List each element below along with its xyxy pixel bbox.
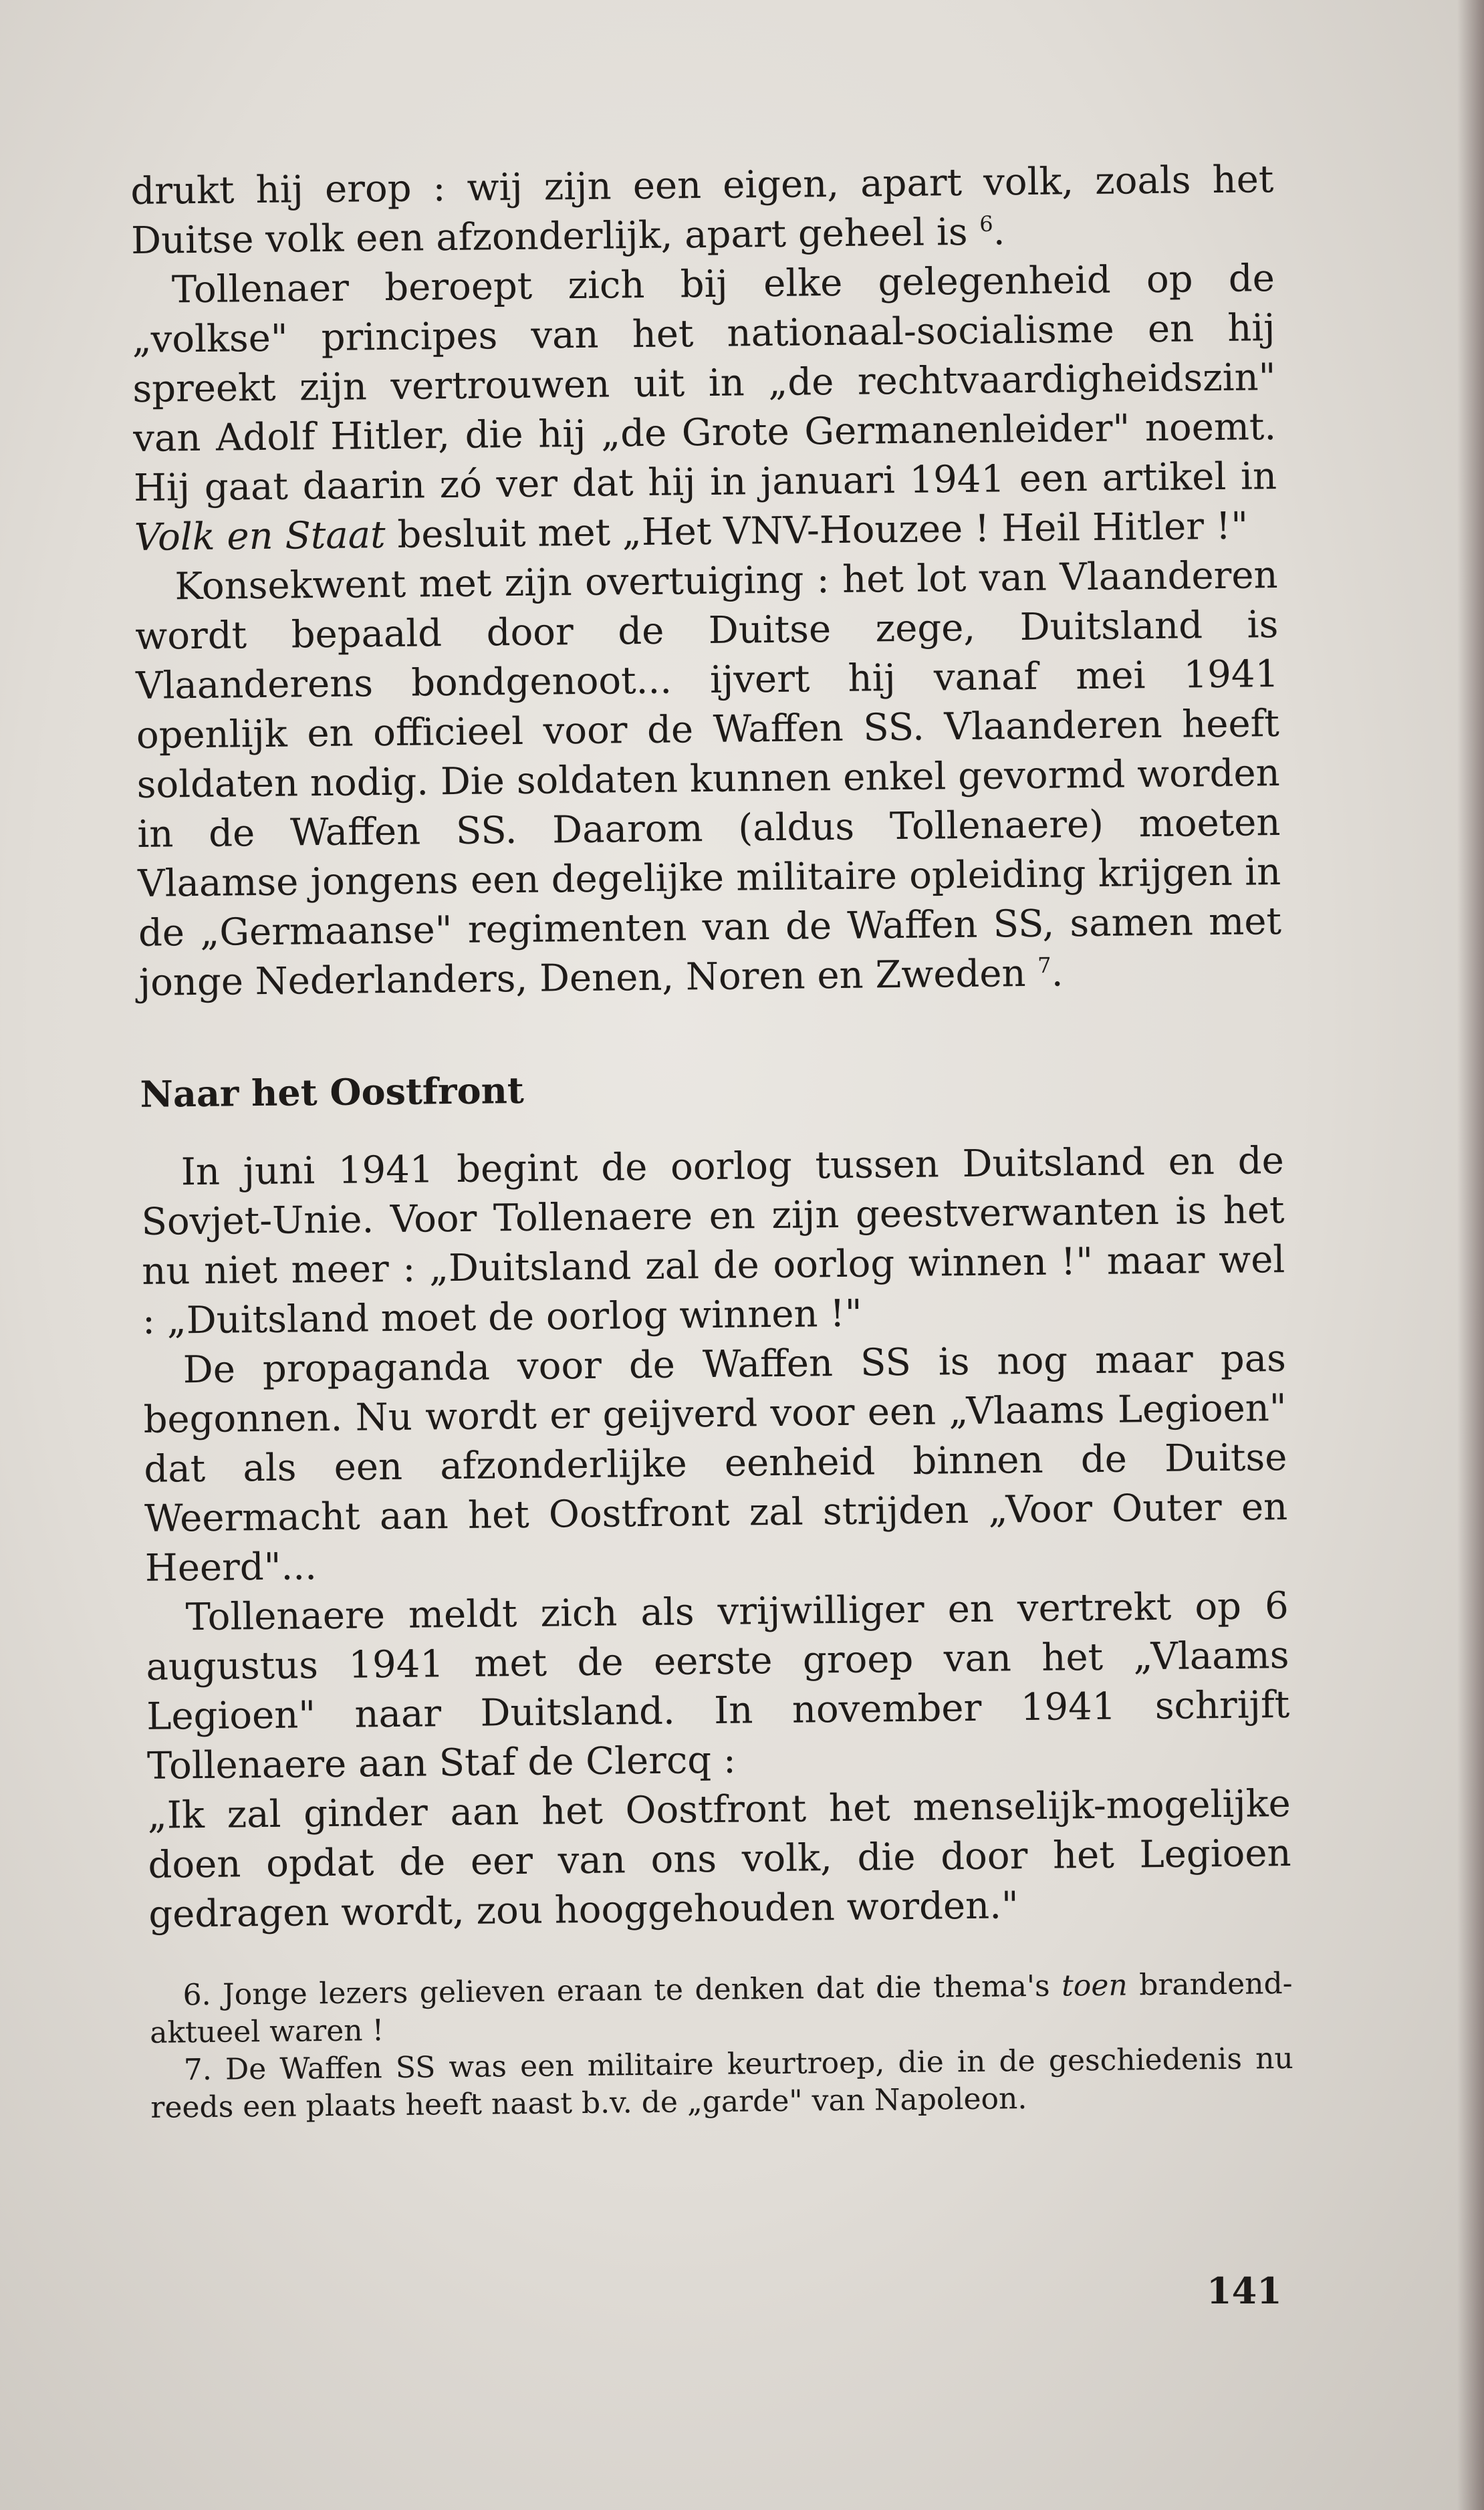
newspaper-title: Volk en Staat xyxy=(134,513,386,559)
section-heading: Naar het Oostfront xyxy=(140,1068,525,1116)
main-text xyxy=(130,155,1294,2127)
paragraph-3 xyxy=(134,551,1282,1008)
paragraph-4: In juni 1941 begint de oorlog tussen Duitsland en de Sovjet-Unie. Voor Tollenaere en zijn geestverwanten is het nu niet meer : „Duitsland zal de oorlog winnen !" maar wel : „Duitsland moet de oorlog winnen !" xyxy=(141,1139,1285,1343)
footnote-6-text-a: 6. Jonge lezers gelieven eraan te denken dat die thema's xyxy=(182,1969,1050,2013)
paragraph-3-text: Konsekwent met zijn overtuiging : het lot van Vlaanderen wordt bepaald door de Duitse zege, Duitsland is Vlaanderens bondgenoot... ijvert hij vanaf mei 1941 openlijk en officieel voor de Waffen SS. Vlaanderen heeft soldaten nodig. Die soldaten kunnen enkel gevormd worden in de Waffen SS. Daarom (aldus Tollenaere) moeten Vlaamse jongens een degelijke militaire opleiding krijgen in de „Germaanse" regimenten van de Waffen SS, samen met jonge Nederlanders, Denen, Noren en Zweden xyxy=(135,553,1282,1005)
page-edge-shadow xyxy=(1457,0,1484,2510)
footnote-7: 7. De Waffen SS was een militaire keurtroep, die in de geschiedenis nu reeds een plaats heeft naast b.v. de „garde" van Napoleon. xyxy=(150,2041,1293,2125)
paragraph-3-end: . xyxy=(1051,951,1064,995)
paragraph-6: Tollenaere meldt zich als vrijwilliger en vertrekt op 6 augustus 1941 met de eerste groep van het „Vlaams Legioen" naar Duitsland. In november 1941 schrijft Tollenaere aan Staf de Clercq : xyxy=(146,1584,1290,1788)
footnote-6-text-b: brandend-aktueel waren ! xyxy=(149,1966,1293,2050)
paragraph-2-text-b: besluit met „Het VNV-Houzee ! Heil Hitler !" xyxy=(397,504,1249,557)
paragraph-1-text: drukt hij erop : wij zijn een eigen, apart volk, zoals het Duitse volk een afzonderlijk, apart geheel is xyxy=(130,158,1274,263)
paragraph-5: De propaganda voor de Waffen SS is nog maar pas begonnen. Nu wordt er geijverd voor een „Vlaams Legioen" dat als een afzonderlijke eenheid binnen de Duitse Weermacht aan het Oostfront zal strijden „Voor Outer en Heerd"... xyxy=(143,1336,1288,1590)
paragraph-1 xyxy=(130,155,1274,266)
page-number: 141 xyxy=(1207,2269,1282,2312)
footnote-6-emphasis: toen xyxy=(1061,1968,1128,2003)
footnotes xyxy=(149,1965,1293,2127)
paragraph-2-text-a: Tollenaer beroept zich bij elke gelegenheid op de „volkse" principes van het nationaal-socialisme en hij spreekt zijn vertrouwen uit in „de rechtvaardigheidszin" van Adolf Hitler, die hij „de Grote Germanenleider" noemt. Hij gaat daarin zó ver dat hij in januari 1941 een artikel in xyxy=(132,257,1277,510)
paragraph-2 xyxy=(132,254,1278,563)
paragraph-1-end: . xyxy=(993,210,1005,254)
footnote-ref-7[interactable]: 7 xyxy=(1037,952,1052,979)
footnote-ref-6[interactable]: 6 xyxy=(979,211,993,237)
quotation: „Ik zal ginder aan het Oostfront het menselijk-mogelijke doen opdat de eer van ons volk, die door het Legioen gedragen wordt, zou hooggehouden worden." xyxy=(147,1781,1291,1936)
footnote-6 xyxy=(149,1965,1293,2052)
